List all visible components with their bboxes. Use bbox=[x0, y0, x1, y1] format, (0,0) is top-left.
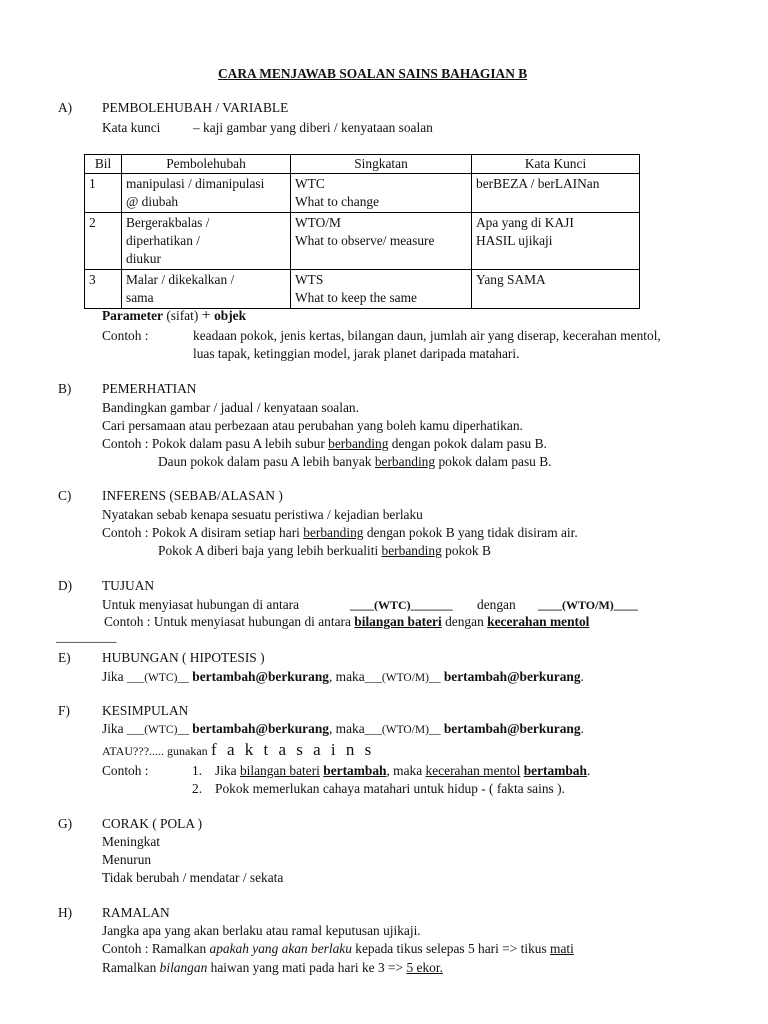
cell-kata-kunci bbox=[472, 174, 640, 213]
text-segment: ATAU???..... gunakan bbox=[102, 744, 208, 758]
underlined-word: berbanding bbox=[303, 525, 364, 540]
cell-bil: 3 bbox=[85, 270, 122, 309]
underlined-word: kecerahan mentol bbox=[425, 763, 521, 778]
text-segment: , maka bbox=[328, 721, 365, 736]
cell-bil: 2 bbox=[85, 213, 122, 270]
text-segment: Jika bbox=[215, 763, 237, 778]
contoh-label: Contoh : bbox=[102, 328, 149, 343]
example-line bbox=[104, 614, 589, 630]
example-line bbox=[102, 436, 547, 452]
table-row bbox=[85, 270, 640, 309]
text-segment: . bbox=[580, 721, 584, 736]
cell-line: What to change bbox=[295, 194, 380, 209]
list-item bbox=[215, 763, 590, 779]
cell-line: Apa yang di KAJI bbox=[476, 215, 574, 230]
bold-phrase: bertambah@berkurang bbox=[443, 669, 581, 684]
italic-phrase: bilangan bbox=[159, 960, 208, 975]
body-line: Untuk menyiasat hubungan di antara bbox=[102, 597, 300, 612]
atau-line bbox=[102, 742, 374, 759]
section-e-heading: HUBUNGAN ( HIPOTESIS ) bbox=[102, 650, 265, 665]
wtc-blank: ____(WTC)_______ bbox=[350, 598, 453, 612]
header-kata-kunci: Kata Kunci bbox=[472, 155, 640, 174]
parameter-objek: objek bbox=[214, 308, 247, 323]
cell-pembolehubah bbox=[122, 213, 291, 270]
cell-line: HASIL ujikaji bbox=[476, 233, 553, 248]
cell-line: diperhatikan / bbox=[126, 233, 200, 248]
contoh-line: keadaan pokok, jenis kertas, bilangan daun, jumlah air yang diserap, kecerahan mentol, bbox=[193, 328, 661, 343]
cell-line: What to observe/ measure bbox=[295, 233, 435, 248]
wtom-blank: ____(WTO/M)____ bbox=[538, 598, 638, 612]
text-segment: Contoh : Untuk menyiasat hubungan di antara bbox=[104, 614, 351, 629]
parameter-sifat: (sifat) bbox=[166, 308, 199, 323]
header-pembolehubah: Pembolehubah bbox=[122, 155, 291, 174]
body-line: Meningkat bbox=[102, 834, 161, 849]
list-num: 2. bbox=[192, 781, 203, 796]
body-line: Tidak berubah / mendatar / sekata bbox=[102, 870, 284, 885]
example-line bbox=[158, 454, 552, 470]
bold-phrase: bertambah@berkurang bbox=[192, 721, 329, 736]
text-segment: pokok B bbox=[445, 543, 491, 558]
section-h-heading: RAMALAN bbox=[102, 905, 170, 920]
text-segment: . bbox=[580, 669, 584, 684]
underlined-word: mati bbox=[550, 941, 574, 956]
text-segment: Contoh : Ramalkan bbox=[102, 941, 207, 956]
italic-phrase: apakah yang akan berlaku bbox=[209, 941, 352, 956]
list-item: Pokok memerlukan cahaya matahari untuk hidup - ( fakta sains ). bbox=[215, 781, 565, 796]
text-segment: Contoh : Pokok A disiram setiap hari bbox=[102, 525, 300, 540]
example-line bbox=[158, 543, 491, 559]
cell-singkatan bbox=[291, 270, 472, 309]
conclusion-line bbox=[102, 721, 584, 738]
bold-phrase: bertambah@berkurang bbox=[192, 669, 329, 684]
trailing-blank: _________ bbox=[56, 629, 117, 644]
text-segment: dengan pokok dalam pasu B. bbox=[391, 436, 547, 451]
table-row bbox=[85, 213, 640, 270]
cell-line: WTO/M bbox=[295, 215, 341, 230]
kata-kunci-label: Kata kunci bbox=[102, 120, 161, 135]
text-segment: pokok dalam pasu B. bbox=[438, 454, 552, 469]
table-header-row bbox=[85, 155, 640, 174]
underlined-word: bilangan bateri bbox=[239, 763, 320, 778]
section-d-heading: TUJUAN bbox=[102, 578, 155, 593]
section-h-label: H) bbox=[58, 905, 73, 920]
text-segment: dengan bbox=[477, 597, 516, 612]
cell-line: berBEZA / berLAINan bbox=[476, 176, 600, 191]
cell-line: manipulasi / dimanipulasi bbox=[126, 176, 265, 191]
bold-phrase: bertambah@berkurang bbox=[443, 721, 581, 736]
body-line: Menurun bbox=[102, 852, 152, 867]
section-d-label: D) bbox=[58, 578, 73, 593]
cell-line: @ diubah bbox=[126, 194, 179, 209]
body-line: Nyatakan sebab kenapa sesuatu peristiwa / kejadian berlaku bbox=[102, 507, 423, 522]
section-a-label: A) bbox=[58, 100, 73, 115]
cell-line: WTS bbox=[295, 272, 324, 287]
plus-sign: + bbox=[201, 307, 211, 324]
contoh-label: Contoh : bbox=[102, 763, 149, 778]
hypothesis-line bbox=[102, 669, 584, 686]
example-line bbox=[102, 941, 574, 957]
section-g-heading: CORAK ( POLA ) bbox=[102, 816, 203, 831]
text-segment: Ramalkan bbox=[102, 960, 157, 975]
section-e-label: E) bbox=[58, 650, 71, 665]
contoh-line: luas tapak, ketinggian model, jarak planet daripada matahari. bbox=[193, 346, 520, 361]
underlined-word: bertambah bbox=[323, 763, 387, 778]
cell-pembolehubah bbox=[122, 270, 291, 309]
header-bil: Bil bbox=[85, 155, 122, 174]
header-singkatan: Singkatan bbox=[291, 155, 472, 174]
section-b-label: B) bbox=[58, 381, 72, 396]
text-segment: haiwan yang mati pada hari ke 3 => bbox=[210, 960, 404, 975]
cell-line: Malar / dikekalkan / bbox=[126, 272, 235, 287]
wtom-blank: ___(WTO/M)__ bbox=[364, 672, 441, 684]
section-f-label: F) bbox=[58, 703, 70, 718]
cell-singkatan bbox=[291, 213, 472, 270]
cell-line: diukur bbox=[126, 251, 161, 266]
section-b-heading: PEMERHATIAN bbox=[102, 381, 197, 396]
text-segment: dengan pokok B yang tidak disiram air. bbox=[366, 525, 578, 540]
table-row bbox=[85, 174, 640, 213]
cell-line: Bergerakbalas / bbox=[126, 215, 210, 230]
underlined-word: bertambah bbox=[523, 763, 587, 778]
text-segment: kepada tikus selepas 5 hari => tikus bbox=[355, 941, 547, 956]
parameter-line bbox=[102, 308, 246, 324]
text-segment: Daun pokok dalam pasu A lebih banyak bbox=[158, 454, 372, 469]
text-segment: dengan bbox=[445, 614, 484, 629]
wtc-blank: ___(WTC)__ bbox=[126, 724, 189, 736]
section-f-heading: KESIMPULAN bbox=[102, 703, 189, 718]
cell-kata-kunci bbox=[472, 213, 640, 270]
kata-kunci-text: – kaji gambar yang diberi / kenyataan soalan bbox=[193, 120, 433, 135]
text-segment: , maka bbox=[328, 669, 365, 684]
cell-line: Yang SAMA bbox=[476, 272, 546, 287]
cell-singkatan bbox=[291, 174, 472, 213]
parameter-bold: Parameter bbox=[102, 308, 163, 323]
cell-line: WTC bbox=[295, 176, 325, 191]
body-line: Cari persamaan atau perbezaan atau perubahan yang boleh kamu diperhatikan. bbox=[102, 418, 523, 433]
page-title: CARA MENJAWAB SOALAN SAINS BAHAGIAN B bbox=[218, 66, 528, 81]
section-c-label: C) bbox=[58, 488, 72, 503]
text-segment: Pokok A diberi baja yang lebih berkualiti bbox=[158, 543, 379, 558]
cell-line: sama bbox=[126, 290, 154, 305]
underlined-word: kecerahan mentol bbox=[487, 614, 590, 629]
text-segment: Jika bbox=[102, 669, 124, 684]
example-line bbox=[102, 525, 578, 541]
body-line: Jangka apa yang akan berlaku atau ramal keputusan ujikaji. bbox=[102, 923, 421, 938]
underlined-word: berbanding bbox=[374, 454, 436, 469]
underlined-word: berbanding bbox=[381, 543, 442, 558]
body-line: Bandingkan gambar / jadual / kenyataan soalan. bbox=[102, 400, 359, 415]
underlined-word: bilangan bateri bbox=[354, 614, 442, 629]
underlined-word: 5 ekor. bbox=[406, 960, 443, 975]
cell-kata-kunci bbox=[472, 270, 640, 309]
cell-pembolehubah bbox=[122, 174, 291, 213]
underlined-word: berbanding bbox=[328, 436, 389, 451]
section-g-label: G) bbox=[58, 816, 73, 831]
cell-bil: 1 bbox=[85, 174, 122, 213]
fakta-sains: f a k t a s a i n s bbox=[211, 740, 375, 759]
text-segment: Contoh : Pokok dalam pasu A lebih subur bbox=[102, 436, 325, 451]
wtom-blank: ___(WTO/M)__ bbox=[364, 724, 441, 736]
section-c-heading: INFERENS (SEBAB/ALASAN ) bbox=[102, 488, 283, 503]
text-segment: Jika bbox=[102, 721, 124, 736]
text-segment: , maka bbox=[386, 763, 423, 778]
example-line bbox=[102, 960, 443, 976]
list-num: 1. bbox=[192, 763, 203, 778]
text-segment: . bbox=[586, 763, 591, 778]
cell-line: What to keep the same bbox=[295, 290, 417, 305]
wtc-blank: ___(WTC)__ bbox=[126, 672, 189, 684]
variable-table bbox=[84, 154, 640, 309]
section-a-heading: PEMBOLEHUBAH / VARIABLE bbox=[102, 100, 289, 115]
